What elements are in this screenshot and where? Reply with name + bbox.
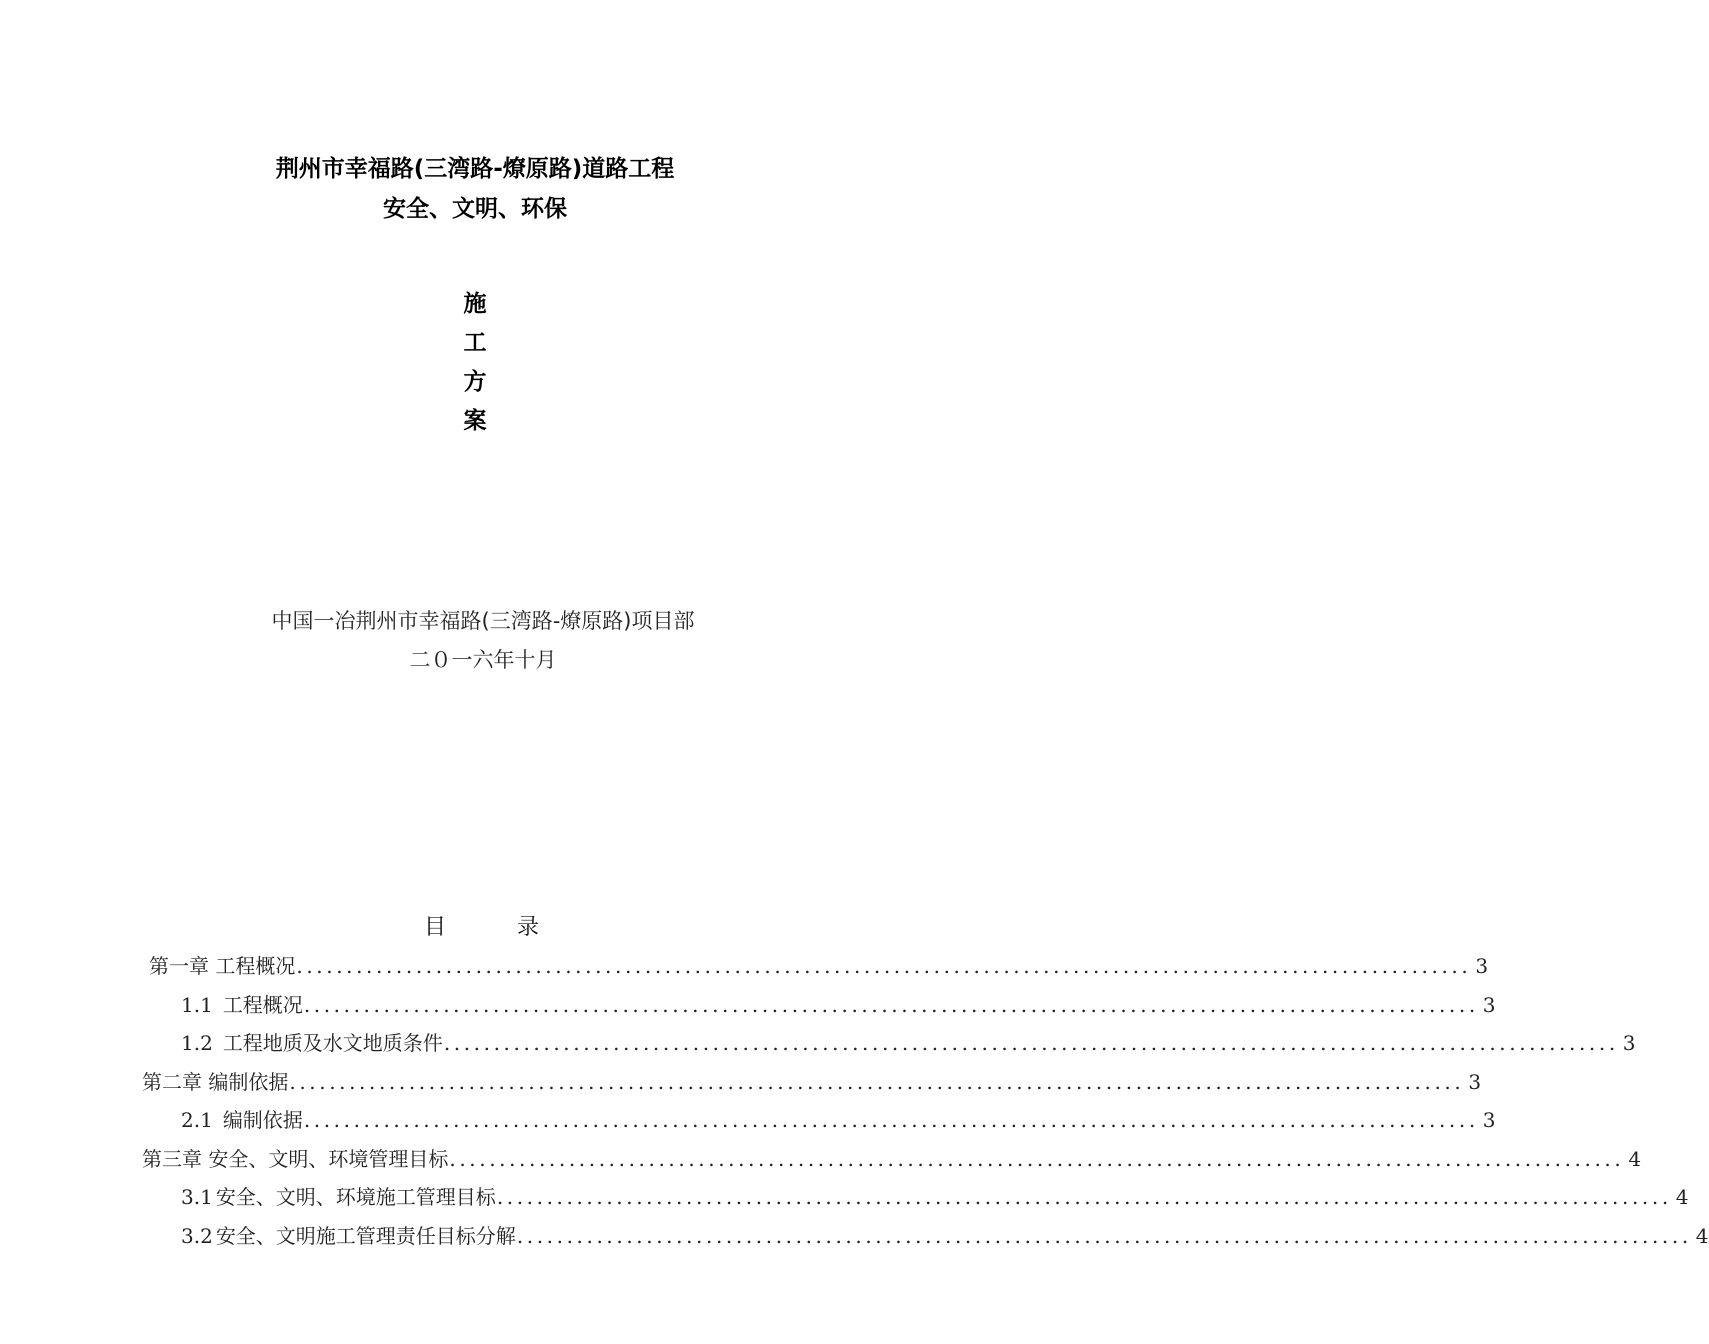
toc-leader-dots: ...................................................................................................................... xyxy=(289,1070,1465,1094)
vertical-title-char: 案 xyxy=(463,408,487,434)
toc-entry-number: 1.2 xyxy=(181,1031,213,1055)
toc-entry-label: 安全、文明、环境施工管理目标 xyxy=(215,1185,496,1209)
cover-title-line2: 安全、文明、环保 xyxy=(383,196,567,222)
toc-entry-label: 工程概况 xyxy=(222,993,303,1017)
toc-page-number: 4 xyxy=(1695,1224,1709,1248)
toc-page-number: 3 xyxy=(1475,954,1489,978)
toc-page-number: 3 xyxy=(1622,1031,1636,1055)
toc-entry-number: 3.2 xyxy=(181,1224,213,1248)
toc-entry[interactable] xyxy=(181,1220,1709,1249)
toc-title-right: 录 xyxy=(517,915,540,940)
toc-entry-number: 1.1 xyxy=(181,993,213,1017)
toc-entry[interactable] xyxy=(142,1066,1482,1095)
toc-entry-label: 工程地质及水文地质条件 xyxy=(222,1031,443,1055)
cover-title-line1: 荆州市幸福路(三湾路-燎原路)道路工程 xyxy=(275,156,675,182)
toc-entry-label: 第三章 安全、文明、环境管理目标 xyxy=(142,1147,449,1171)
toc-page-number: 3 xyxy=(1468,1070,1482,1094)
vertical-title-char: 工 xyxy=(463,330,487,356)
toc-entry[interactable] xyxy=(181,1181,1689,1210)
toc-entry[interactable] xyxy=(142,1143,1642,1172)
toc-entry-label: 安全、文明施工管理责任目标分解 xyxy=(215,1224,516,1248)
toc-entry[interactable] xyxy=(181,1027,1636,1056)
toc-entry[interactable] xyxy=(181,1104,1496,1133)
toc-entry-label: 编制依据 xyxy=(222,1108,303,1132)
vertical-title-char: 施 xyxy=(463,291,487,317)
toc-entry-label: 第二章 编制依据 xyxy=(142,1070,289,1094)
toc-leader-dots: ...................................................................................................................... xyxy=(303,1108,1479,1132)
toc-title-left: 目 xyxy=(424,915,447,940)
toc-leader-dots: ...................................................................................................................... xyxy=(449,1147,1625,1171)
organization-name: 中国一冶荆州市幸福路(三湾路-燎原路)项目部 xyxy=(271,609,695,633)
toc-leader-dots: ...................................................................................................................... xyxy=(496,1185,1672,1209)
toc-entry-number: 3.1 xyxy=(181,1185,213,1209)
toc-entry-label: 第一章 工程概况 xyxy=(149,954,296,978)
toc-page-number: 3 xyxy=(1482,1108,1496,1132)
vertical-title-char: 方 xyxy=(463,369,487,395)
toc-page-number: 3 xyxy=(1482,993,1496,1017)
document-date: 二０一六年十月 xyxy=(409,648,557,672)
toc-leader-dots: ...................................................................................................................... xyxy=(516,1224,1692,1248)
toc-page-number: 4 xyxy=(1675,1185,1689,1209)
toc-leader-dots: ...................................................................................................................... xyxy=(303,993,1479,1017)
toc-leader-dots: ...................................................................................................................... xyxy=(296,954,1472,978)
toc-entry[interactable] xyxy=(181,989,1496,1018)
toc-leader-dots: ...................................................................................................................... xyxy=(443,1031,1619,1055)
toc-entry-number: 2.1 xyxy=(181,1108,213,1132)
toc-page-number: 4 xyxy=(1628,1147,1642,1171)
toc-entry[interactable] xyxy=(149,950,1489,979)
